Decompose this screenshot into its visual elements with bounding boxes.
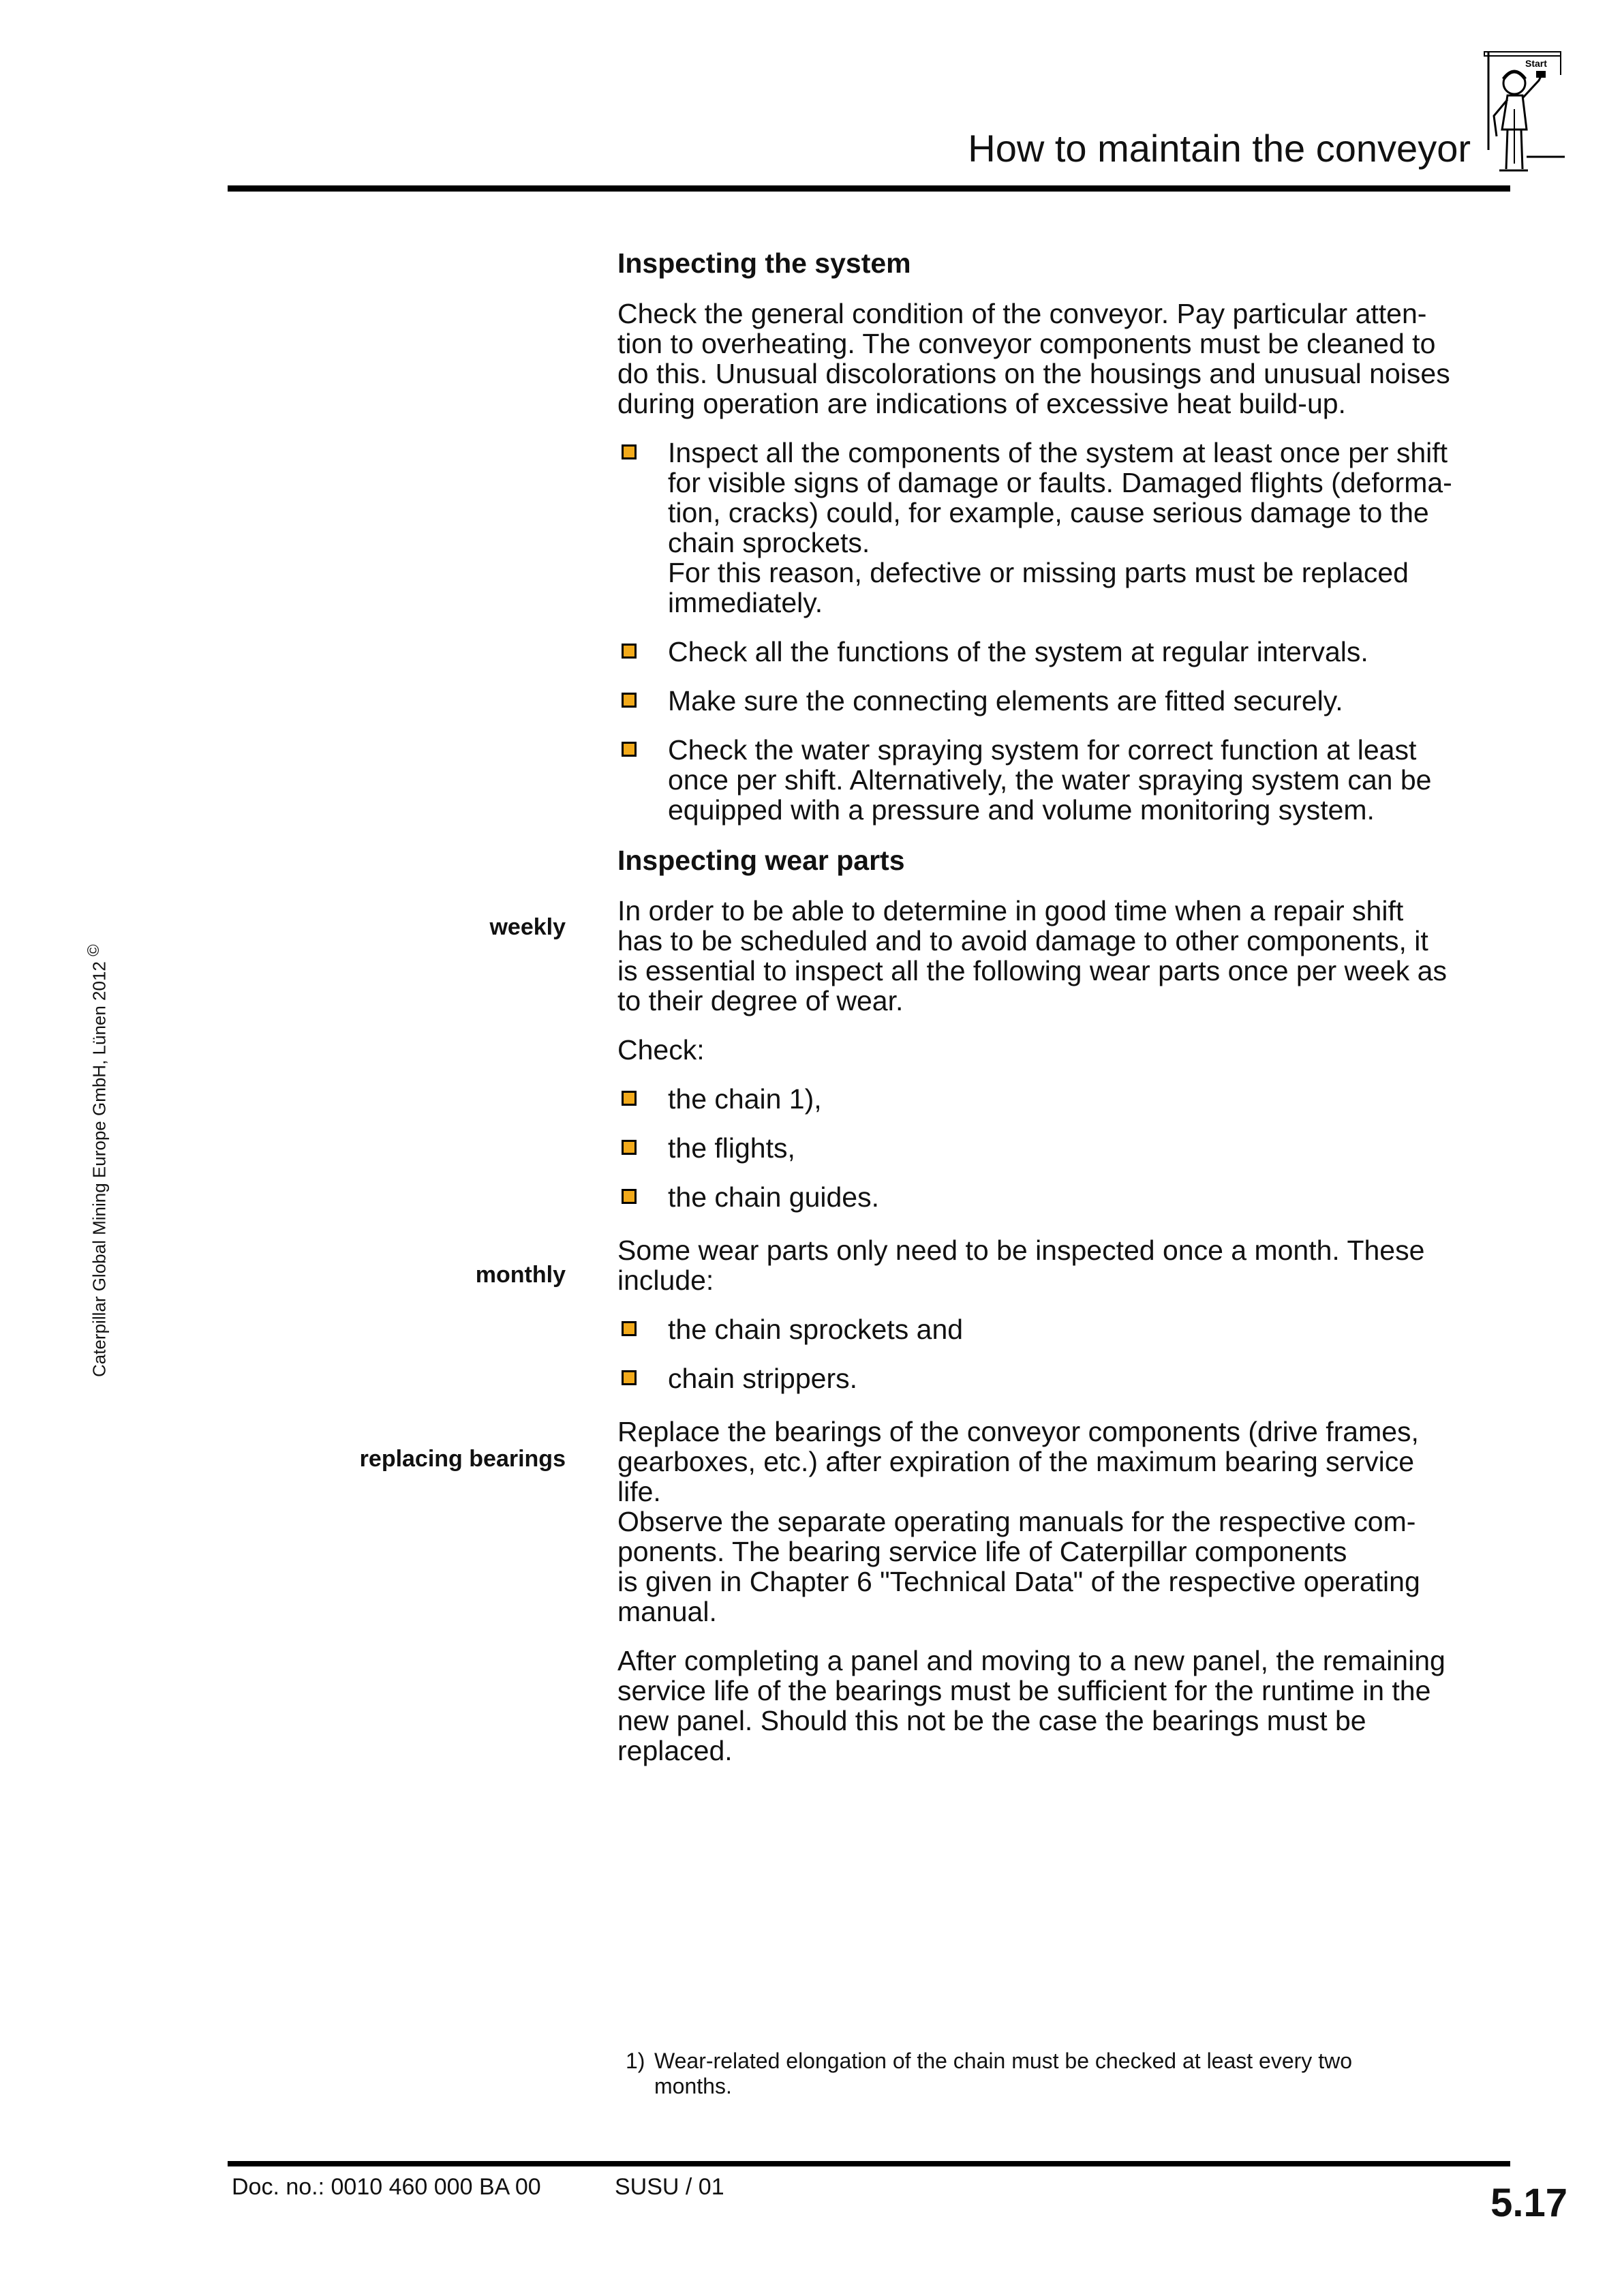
text-line: Inspect all the components of the system at least once per shift <box>668 437 1448 468</box>
text-line: during operation are indications of excessive heat build-up. <box>617 388 1346 419</box>
list-item <box>617 686 1503 716</box>
text-line: Make sure the connecting elements are fitted securely. <box>668 685 1343 716</box>
bullet-square-icon <box>622 1321 637 1336</box>
bullet-square-icon <box>622 1370 637 1385</box>
bullet-square-icon <box>622 693 637 708</box>
check-label: Check: <box>617 1034 705 1066</box>
text-line: life. <box>617 1476 661 1507</box>
text-line: gearboxes, etc.) after expiration of the maximum bearing service <box>617 1446 1415 1477</box>
list-item <box>617 1363 1503 1393</box>
copyright-symbol: © <box>85 944 103 956</box>
start-person-icon <box>1479 48 1567 184</box>
footer-rule <box>228 2161 1510 2166</box>
edition-code: SUSU / 01 <box>615 2174 724 2200</box>
text-line: Observe the separate operating manuals for the respective com- <box>617 1506 1416 1537</box>
text-line: Check all the functions of the system at regular intervals. <box>668 636 1368 667</box>
text-line: the chain guides. <box>668 1181 880 1213</box>
text-line: once per shift. Alternatively, the water spraying system can be <box>668 764 1432 796</box>
list-item <box>617 1133 1503 1163</box>
margin-label-replacing-bearings: replacing bearings <box>359 1446 566 1472</box>
bullet-square-icon <box>622 742 637 757</box>
text-line: manual. <box>617 1596 717 1627</box>
margin-label-monthly: monthly <box>475 1262 566 1288</box>
list-item <box>617 438 1503 618</box>
footnote-line: months. <box>654 2074 732 2098</box>
text-line: is given in Chapter 6 "Technical Data" of the respective operating <box>617 1566 1420 1597</box>
text-line: Some wear parts only need to be inspected once a month. These <box>617 1235 1425 1266</box>
text-line: do this. Unusual discolorations on the housings and unusual noises <box>617 358 1450 389</box>
text-line: for visible signs of damage or faults. Damaged flights (deforma- <box>668 467 1452 498</box>
bullet-square-icon <box>622 1091 637 1106</box>
text-line: include: <box>617 1265 714 1296</box>
text-line: the chain 1), <box>668 1083 822 1115</box>
list-item <box>617 637 1503 667</box>
text-line: Check the water spraying system for correct function at least <box>668 734 1417 766</box>
bullet-square-icon <box>622 644 637 659</box>
page-header-title: How to maintain the conveyor <box>968 127 1471 170</box>
text-line: In order to be able to determine in good time when a repair shift <box>617 895 1404 926</box>
bullet-square-icon <box>622 1140 637 1155</box>
text-line: immediately. <box>668 587 823 618</box>
header-rule <box>228 185 1510 192</box>
document-number: Doc. no.: 0010 460 000 BA 00 <box>232 2174 541 2200</box>
weekly-paragraph <box>617 896 1503 1016</box>
text-line: equipped with a pressure and volume monitoring system. <box>668 794 1375 826</box>
text-line: new panel. Should this not be the case the bearings must be <box>617 1705 1366 1736</box>
bearings-paragraph <box>617 1417 1503 1627</box>
text-line: the flights, <box>668 1132 795 1164</box>
text-line: Replace the bearings of the conveyor components (drive frames, <box>617 1416 1419 1447</box>
text-line: chain sprockets. <box>668 527 870 558</box>
text-line: ponents. The bearing service life of Caterpillar components <box>617 1536 1347 1567</box>
monthly-paragraph <box>617 1235 1503 1295</box>
text-line: the chain sprockets and <box>668 1314 964 1345</box>
start-label: Start <box>1525 58 1547 69</box>
text-line: After completing a panel and moving to a new panel, the remaining <box>617 1645 1445 1676</box>
footnote-number: 1) <box>626 2049 645 2073</box>
bullet-square-icon <box>622 1189 637 1204</box>
panel-paragraph <box>617 1646 1503 1766</box>
copyright-text: Caterpillar Global Mining Europe GmbH, Lünen 2012 <box>89 961 110 1377</box>
page-number: 5.17 <box>1490 2181 1567 2225</box>
main-text-column <box>617 247 1503 1766</box>
list-item <box>617 1314 1503 1344</box>
list-item <box>617 1084 1503 1114</box>
text-line: Check the general condition of the conveyor. Pay particular atten- <box>617 298 1427 329</box>
copyright-notice <box>82 913 110 1377</box>
text-line: tion, cracks) could, for example, cause serious damage to the <box>668 497 1429 528</box>
intro-paragraph <box>617 299 1503 419</box>
footnote-line: Wear-related elongation of the chain must be checked at least every two <box>654 2049 1352 2073</box>
text-line: chain strippers. <box>668 1363 858 1394</box>
bullet-square-icon <box>622 444 637 459</box>
footnote <box>626 2049 1478 2099</box>
text-line: is essential to inspect all the following wear parts once per week as <box>617 955 1447 986</box>
text-line: has to be scheduled and to avoid damage to other components, it <box>617 925 1428 956</box>
list-item <box>617 735 1503 825</box>
text-line: replaced. <box>617 1735 733 1766</box>
text-line: tion to overheating. The conveyor components must be cleaned to <box>617 328 1436 359</box>
text-line: to their degree of wear. <box>617 985 904 1016</box>
margin-label-weekly: weekly <box>489 914 566 940</box>
list-item <box>617 1182 1503 1212</box>
text-line: service life of the bearings must be sufficient for the runtime in the <box>617 1675 1431 1706</box>
heading-inspecting-wear-parts: Inspecting wear parts <box>617 845 905 876</box>
heading-inspecting-system: Inspecting the system <box>617 247 911 279</box>
text-line: For this reason, defective or missing parts must be replaced <box>668 557 1409 588</box>
